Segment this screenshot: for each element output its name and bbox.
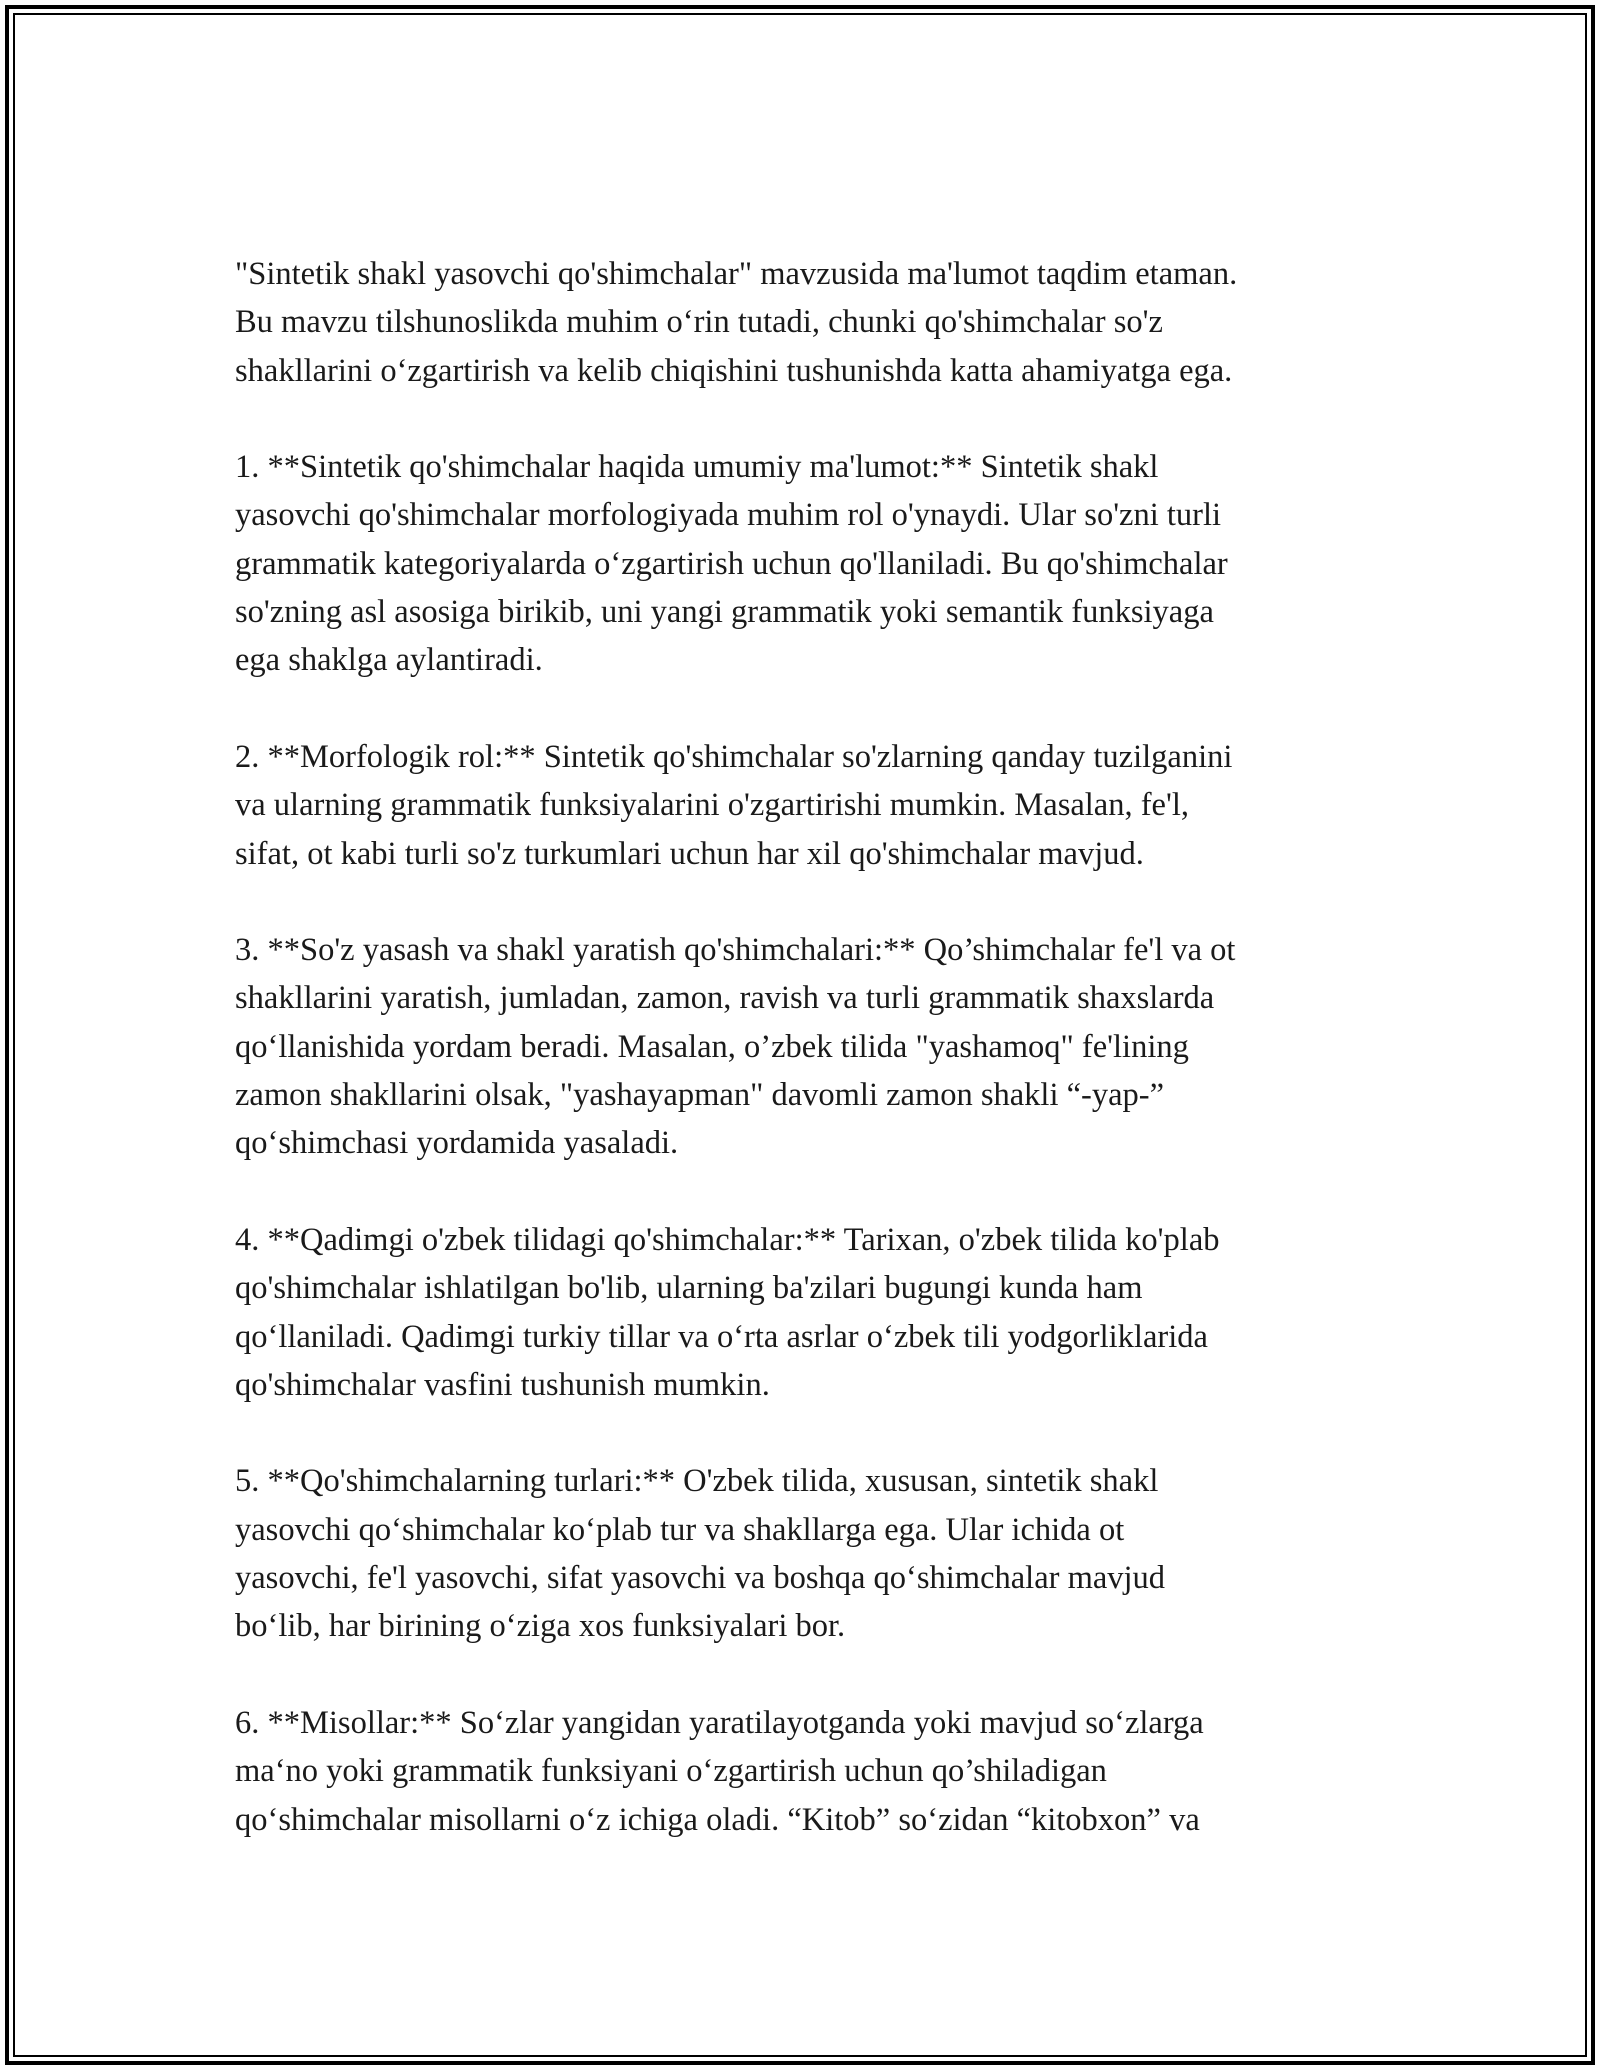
- text-line: 3. **So'z yasash va shakl yaratish qo'shimchalari:** Qo’shimchalar fe'l va ot: [235, 932, 1236, 969]
- text-line: qo‘shimchalar misollarni o‘z ichiga oladi. “Kitob” so‘zidan “kitobxon” va: [235, 1801, 1200, 1838]
- paragraph-item-4: [235, 1216, 1385, 1409]
- text-line: 6. **Misollar:** So‘zlar yangidan yaratilayotganda yoki mavjud so‘zlarga: [235, 1704, 1204, 1741]
- paragraph-item-1: [235, 443, 1385, 684]
- paragraph-spacer: [235, 878, 1385, 926]
- text-line: qo‘llanishida yordam beradi. Masalan, o’zbek tilida "yashamoq" fe'lining: [235, 1028, 1189, 1065]
- text-line: yasovchi qo'shimchalar morfologiyada muhim rol o'ynaydi. Ular so'zni turli: [235, 497, 1222, 534]
- paragraph-spacer: [235, 685, 1385, 733]
- paragraph-spacer: [235, 395, 1385, 443]
- text-line: 1. **Sintetik qo'shimchalar haqida umumiy ma'lumot:** Sintetik shakl: [235, 449, 1159, 486]
- paragraph-item-3: [235, 926, 1385, 1167]
- paragraph-item-6: [235, 1699, 1385, 1844]
- text-line: ma‘no yoki grammatik funksiyani o‘zgartirish uchun qo’shiladigan: [235, 1753, 1107, 1790]
- text-line: yasovchi qo‘shimchalar ko‘plab tur va shakllarga ega. Ular ichida ot: [235, 1511, 1125, 1548]
- paragraph-spacer: [235, 1651, 1385, 1699]
- text-line: qo‘shimchasi yordamida yasaladi.: [235, 1125, 679, 1162]
- text-line: 4. **Qadimgi o'zbek tilidagi qo'shimchalar:** Tarixan, o'zbek tilida ko'plab: [235, 1221, 1220, 1258]
- text-line: 2. **Morfologik rol:** Sintetik qo'shimchalar so'zlarning qanday tuzilganini: [235, 738, 1233, 775]
- paragraph-spacer: [235, 1168, 1385, 1216]
- document-body: [235, 250, 1385, 1844]
- text-line: bo‘lib, har birining o‘ziga xos funksiyalari bor.: [235, 1608, 846, 1645]
- text-line: ega shaklga aylantiradi.: [235, 642, 543, 679]
- paragraph-item-5: [235, 1457, 1385, 1650]
- text-line: yasovchi, fe'l yasovchi, sifat yasovchi va boshqa qo‘shimchalar mavjud: [235, 1560, 1166, 1597]
- text-line: sifat, ot kabi turli so'z turkumlari uchun har xil qo'shimchalar mavjud.: [235, 835, 1144, 872]
- text-line: zamon shakllarini olsak, "yashayapman" davomli zamon shakli “-yap-”: [235, 1077, 1165, 1114]
- text-line: qo'shimchalar ishlatilgan bo'lib, ularning ba'zilari bugungi kunda ham: [235, 1270, 1143, 1307]
- text-line: 5. **Qo'shimchalarning turlari:** O'zbek tilida, xususan, sintetik shakl: [235, 1463, 1159, 1500]
- text-line: shakllarini yaratish, jumladan, zamon, ravish va turli grammatik shaxslarda: [235, 980, 1215, 1017]
- text-line: qo'shimchalar vasfini tushunish mumkin.: [235, 1366, 770, 1403]
- text-line: so'zning asl asosiga birikib, uni yangi grammatik yoki semantik funksiyaga: [235, 594, 1214, 631]
- text-line: qo‘llaniladi. Qadimgi turkiy tillar va o‘rta asrlar o‘zbek tili yodgorliklarida: [235, 1318, 1208, 1355]
- text-line: Bu mavzu tilshunoslikda muhim o‘rin tutadi, chunki qo'shimchalar so'z: [235, 304, 1163, 341]
- text-line: grammatik kategoriyalarda o‘zgartirish uchun qo'llaniladi. Bu qo'shimchalar: [235, 545, 1228, 582]
- paragraph-item-2: [235, 733, 1385, 878]
- text-line: va ularning grammatik funksiyalarini o'zgartirishi mumkin. Masalan, fe'l,: [235, 787, 1189, 824]
- paragraph-spacer: [235, 1409, 1385, 1457]
- paragraph-intro: [235, 250, 1385, 395]
- text-line: "Sintetik shakl yasovchi qo'shimchalar" mavzusida ma'lumot taqdim etaman.: [235, 256, 1238, 292]
- text-line: shakllarini o‘zgartirish va kelib chiqishini tushunishda katta ahamiyatga ega.: [235, 352, 1233, 389]
